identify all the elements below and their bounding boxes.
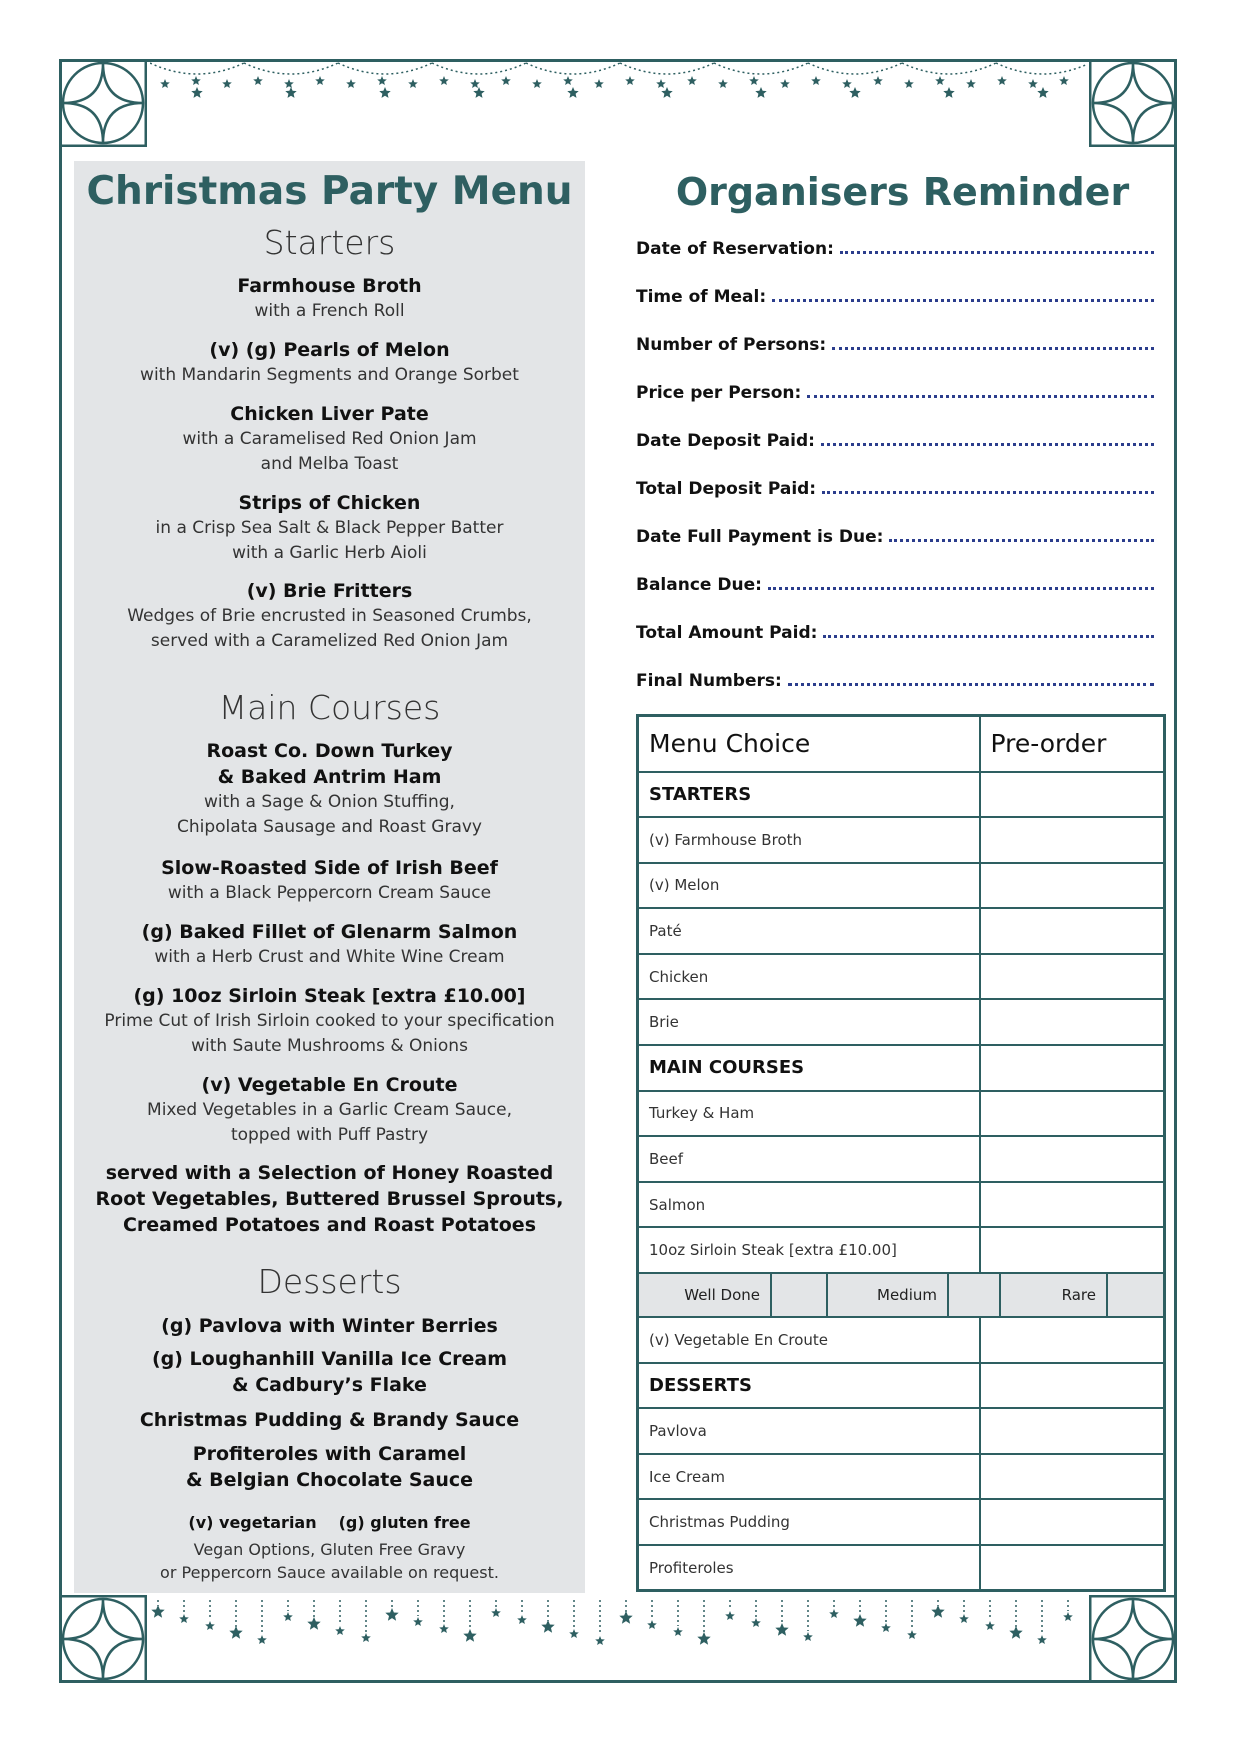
dish-name: (g) Baked Fillet of Glenarm Salmon bbox=[141, 921, 518, 943]
pre-order-cell[interactable] bbox=[980, 1091, 1165, 1137]
dish-description: with a Caramelised Red Onion Jam bbox=[182, 429, 477, 449]
pre-order-cell[interactable] bbox=[980, 1182, 1165, 1228]
field-label: Price per Person: bbox=[636, 383, 802, 403]
organisers-title: Organisers Reminder bbox=[675, 170, 1130, 214]
star-garland-bottom-icon bbox=[150, 1598, 1086, 1658]
choice-label: Turkey & Ham bbox=[638, 1091, 980, 1137]
dessert-item bbox=[74, 1441, 585, 1493]
fill-in-line[interactable] bbox=[788, 683, 1154, 686]
dish-description: Mixed Vegetables in a Garlic Cream Sauce, bbox=[147, 1100, 512, 1120]
menu-title: Christmas Party Menu bbox=[86, 169, 573, 214]
corner-ornament-top-right bbox=[1089, 59, 1177, 147]
header-pre-order: Pre-order bbox=[980, 716, 1165, 772]
dish-description: with Mandarin Segments and Orange Sorbet bbox=[140, 365, 519, 385]
choice-label: Brie bbox=[638, 999, 980, 1045]
dish-description: topped with Puff Pastry bbox=[230, 1125, 429, 1145]
pre-order-cell[interactable] bbox=[980, 817, 1165, 863]
dish-description: in a Crisp Sea Salt & Black Pepper Batter bbox=[155, 518, 504, 538]
table-row bbox=[638, 1227, 1165, 1273]
dish-name: Strips of Chicken bbox=[238, 492, 421, 514]
dish-name: Profiteroles with Caramel bbox=[192, 1443, 467, 1465]
fill-in-line[interactable] bbox=[840, 251, 1154, 254]
fill-in-line[interactable] bbox=[889, 539, 1154, 542]
fill-in-line[interactable] bbox=[832, 347, 1154, 350]
choice-label: Profiteroles bbox=[638, 1545, 980, 1591]
dish-name: & Belgian Chocolate Sauce bbox=[185, 1469, 474, 1491]
fill-in-line[interactable] bbox=[807, 395, 1154, 398]
pre-order-cell[interactable] bbox=[980, 1499, 1165, 1545]
menu-panel bbox=[74, 161, 585, 1593]
dish-description: with a Black Peppercorn Cream Sauce bbox=[167, 883, 492, 903]
choice-label: Paté bbox=[638, 908, 980, 954]
steak-doneness-row bbox=[638, 1273, 1165, 1317]
starters-heading: Starters bbox=[263, 223, 396, 262]
pre-order-cell[interactable] bbox=[980, 1136, 1165, 1182]
corner-ornament-bottom-right bbox=[1089, 1595, 1177, 1683]
corner-ornament-top-left bbox=[59, 59, 147, 147]
dish-description: with a French Roll bbox=[254, 301, 405, 321]
pre-order-cell[interactable] bbox=[980, 908, 1165, 954]
header-menu-choice: Menu Choice bbox=[638, 716, 980, 772]
category-row bbox=[638, 772, 1165, 818]
table-row bbox=[638, 999, 1165, 1045]
pre-order-table bbox=[636, 714, 1166, 1592]
choice-label: Christmas Pudding bbox=[638, 1499, 980, 1545]
dish-description: Prime Cut of Irish Sirloin cooked to your specification bbox=[104, 1011, 555, 1031]
field-label: Total Deposit Paid: bbox=[636, 479, 817, 499]
choice-label: Pavlova bbox=[638, 1408, 980, 1454]
main-item bbox=[74, 983, 585, 1059]
pre-order-cell[interactable] bbox=[980, 1454, 1165, 1500]
dish-description: with a Herb Crust and White Wine Cream bbox=[154, 947, 505, 967]
choice-label: Chicken bbox=[638, 954, 980, 1000]
pre-order-cell[interactable] bbox=[980, 954, 1165, 1000]
mains-heading: Main Courses bbox=[218, 688, 441, 727]
field-label: Time of Meal: bbox=[636, 287, 767, 307]
choice-label: (v) Farmhouse Broth bbox=[638, 817, 980, 863]
pre-order-cell bbox=[980, 1363, 1165, 1409]
dish-description: served with a Caramelized Red Onion Jam bbox=[150, 631, 509, 651]
dessert-item bbox=[74, 1346, 585, 1398]
field-time-of-meal[interactable] bbox=[636, 281, 1154, 307]
table-row bbox=[638, 863, 1165, 909]
dish-description: Chipolata Sausage and Roast Gravy bbox=[177, 817, 482, 837]
dish-description: Wedges of Brie encrusted in Seasoned Crumbs, bbox=[127, 606, 532, 626]
table-row bbox=[638, 1454, 1165, 1500]
field-label: Balance Due: bbox=[636, 575, 762, 595]
sides-line: Root Vegetables, Buttered Brussel Sprouts, bbox=[95, 1188, 564, 1210]
field-total-deposit-paid[interactable] bbox=[636, 473, 1154, 499]
rare-label: Rare bbox=[1001, 1274, 1108, 1316]
mains-sides bbox=[74, 1160, 585, 1238]
category-label: MAIN COURSES bbox=[638, 1045, 980, 1091]
fill-in-line[interactable] bbox=[821, 443, 1154, 446]
category-row bbox=[638, 1363, 1165, 1409]
field-number-of-persons[interactable] bbox=[636, 329, 1154, 355]
dish-name: Slow-Roasted Side of Irish Beef bbox=[161, 857, 498, 879]
choice-label: 10oz Sirloin Steak [extra £10.00] bbox=[638, 1227, 980, 1273]
main-item bbox=[74, 738, 585, 840]
desserts-section bbox=[74, 1260, 585, 1304]
legend-vegetarian: (v) vegetarian bbox=[188, 1513, 317, 1532]
well-done-count[interactable] bbox=[772, 1274, 828, 1316]
table-header-row bbox=[638, 716, 1165, 772]
dessert-item bbox=[74, 1313, 585, 1339]
table-row bbox=[638, 1182, 1165, 1228]
dish-name: Farmhouse Broth bbox=[237, 275, 422, 297]
table-row bbox=[638, 1499, 1165, 1545]
dish-name: (g) 10oz Sirloin Steak [extra £10.00] bbox=[133, 985, 526, 1007]
dish-name: (g) Pavlova with Winter Berries bbox=[161, 1315, 498, 1337]
field-label: Date Deposit Paid: bbox=[636, 431, 815, 451]
medium-label: Medium bbox=[828, 1274, 949, 1316]
table-row bbox=[638, 1545, 1165, 1591]
main-item bbox=[74, 1072, 585, 1148]
fill-in-line[interactable] bbox=[768, 587, 1154, 590]
starter-item bbox=[74, 273, 585, 324]
dish-name: & Baked Antrim Ham bbox=[217, 766, 442, 788]
choice-label: (v) Melon bbox=[638, 863, 980, 909]
dish-name: Christmas Pudding & Brandy Sauce bbox=[139, 1409, 520, 1431]
category-row bbox=[638, 1045, 1165, 1091]
menu-note bbox=[74, 1538, 585, 1584]
dish-name: (v) (g) Pearls of Melon bbox=[209, 339, 450, 361]
dietary-legend bbox=[74, 1511, 585, 1535]
medium-count[interactable] bbox=[949, 1274, 1001, 1316]
fill-in-line[interactable] bbox=[772, 299, 1154, 302]
field-label: Date Full Payment is Due: bbox=[636, 527, 884, 547]
dish-description: with Saute Mushrooms & Onions bbox=[191, 1036, 468, 1056]
dish-description: and Melba Toast bbox=[260, 454, 399, 474]
pre-order-cell[interactable] bbox=[980, 1408, 1165, 1454]
sides-line: served with a Selection of Honey Roasted bbox=[105, 1162, 554, 1184]
pre-order-cell[interactable] bbox=[980, 1317, 1165, 1363]
pre-order-cell[interactable] bbox=[980, 1227, 1165, 1273]
table-row bbox=[638, 1408, 1165, 1454]
starter-item bbox=[74, 578, 585, 654]
field-balance-due[interactable] bbox=[636, 569, 1154, 595]
field-label: Number of Persons: bbox=[636, 335, 827, 355]
sides-line: Creamed Potatoes and Roast Potatoes bbox=[122, 1214, 537, 1236]
table-row bbox=[638, 1136, 1165, 1182]
choice-label: Beef bbox=[638, 1136, 980, 1182]
table-row bbox=[638, 817, 1165, 863]
choice-label: Ice Cream bbox=[638, 1454, 980, 1500]
field-total-amount-paid[interactable] bbox=[636, 617, 1154, 643]
field-label: Total Amount Paid: bbox=[636, 623, 818, 643]
choice-label: (v) Vegetable En Croute bbox=[638, 1317, 980, 1363]
dish-name: (g) Loughanhill Vanilla Ice Cream bbox=[151, 1348, 508, 1370]
pre-order-cell[interactable] bbox=[980, 1545, 1165, 1591]
table-row bbox=[638, 908, 1165, 954]
mains-section bbox=[74, 686, 585, 730]
field-date-full-payment-due[interactable] bbox=[636, 521, 1154, 547]
category-label: DESSERTS bbox=[638, 1363, 980, 1409]
starter-item bbox=[74, 401, 585, 477]
pre-order-cell bbox=[980, 772, 1165, 818]
choice-label: Salmon bbox=[638, 1182, 980, 1228]
dish-description: with a Sage & Onion Stuffing, bbox=[204, 792, 455, 812]
starters-section bbox=[74, 221, 585, 265]
starter-item bbox=[74, 490, 585, 566]
star-garland-top-icon bbox=[150, 59, 1086, 104]
dish-name: (v) Brie Fritters bbox=[246, 580, 413, 602]
well-done-label: Well Done bbox=[639, 1274, 772, 1316]
desserts-heading: Desserts bbox=[257, 1262, 402, 1301]
main-item bbox=[74, 855, 585, 906]
fill-in-line[interactable] bbox=[822, 491, 1154, 494]
dish-description: with a Garlic Herb Aioli bbox=[232, 543, 427, 563]
steak-doneness-cell bbox=[638, 1273, 1165, 1317]
dish-name: (v) Vegetable En Croute bbox=[201, 1074, 458, 1096]
table-row bbox=[638, 954, 1165, 1000]
field-final-numbers[interactable] bbox=[636, 665, 1154, 691]
dish-name: Roast Co. Down Turkey bbox=[206, 740, 453, 762]
field-label: Final Numbers: bbox=[636, 671, 782, 691]
dessert-item bbox=[74, 1407, 585, 1433]
dish-name: Chicken Liver Pate bbox=[230, 403, 429, 425]
rare-count[interactable] bbox=[1108, 1274, 1163, 1316]
note-line: or Peppercorn Sauce available on request. bbox=[160, 1563, 499, 1582]
table-row bbox=[638, 1317, 1165, 1363]
table-row bbox=[638, 1091, 1165, 1137]
legend-gluten-free: (g) gluten free bbox=[338, 1513, 471, 1532]
field-date-of-reservation[interactable] bbox=[636, 233, 1154, 259]
pre-order-cell bbox=[980, 1045, 1165, 1091]
pre-order-cell[interactable] bbox=[980, 863, 1165, 909]
field-label: Date of Reservation: bbox=[636, 239, 834, 259]
starter-item bbox=[74, 337, 585, 388]
fill-in-line[interactable] bbox=[823, 635, 1154, 638]
field-price-per-person[interactable] bbox=[636, 377, 1154, 403]
note-line: Vegan Options, Gluten Free Gravy bbox=[193, 1540, 466, 1559]
pre-order-cell[interactable] bbox=[980, 999, 1165, 1045]
dish-name: & Cadbury’s Flake bbox=[232, 1374, 427, 1396]
field-date-deposit-paid[interactable] bbox=[636, 425, 1154, 451]
main-item bbox=[74, 919, 585, 970]
corner-ornament-bottom-left bbox=[59, 1595, 147, 1683]
category-label: STARTERS bbox=[638, 772, 980, 818]
